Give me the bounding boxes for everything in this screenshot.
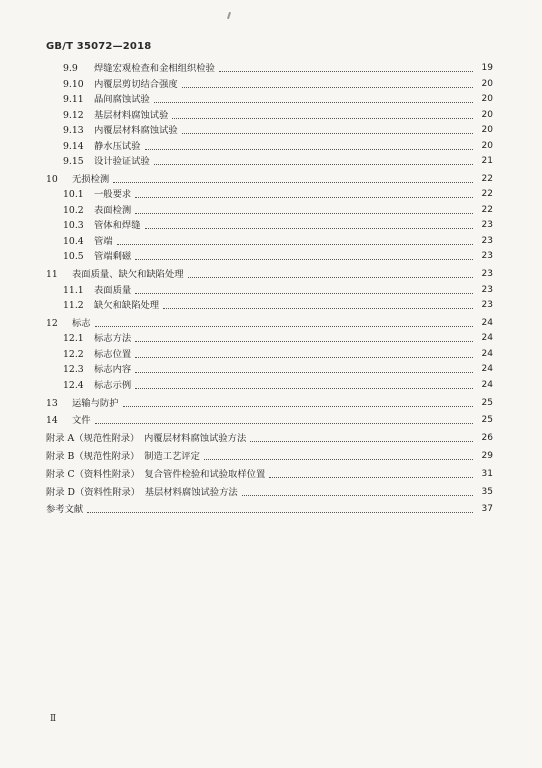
dot-leader bbox=[135, 331, 473, 342]
toc-entry-number: 9.13 bbox=[63, 125, 84, 136]
toc-entry[interactable] bbox=[46, 218, 493, 234]
toc-entry-page: 21 bbox=[481, 156, 493, 166]
toc-entry-page: 24 bbox=[481, 348, 493, 359]
toc-entry-page: 26 bbox=[481, 433, 493, 444]
dot-leader bbox=[135, 378, 473, 389]
toc-entry-page: 22 bbox=[481, 204, 493, 215]
dot-leader bbox=[163, 298, 473, 309]
dot-leader bbox=[182, 123, 473, 134]
toc-entry[interactable] bbox=[46, 234, 493, 250]
toc-entry[interactable] bbox=[46, 298, 493, 314]
toc-entry[interactable] bbox=[46, 92, 493, 108]
toc-entry-title: 标志 bbox=[72, 317, 91, 329]
dot-leader bbox=[188, 267, 473, 278]
dot-leader bbox=[95, 413, 473, 424]
scan-speck bbox=[227, 12, 231, 19]
toc-entry-number: 12.4 bbox=[63, 379, 84, 391]
toc-entry-page: 23 bbox=[481, 220, 493, 231]
dot-leader bbox=[113, 172, 473, 183]
toc-entry-title: 一般要求 bbox=[94, 189, 132, 201]
page-number: Ⅱ bbox=[50, 714, 57, 724]
toc-entry-number: 10.4 bbox=[63, 235, 84, 247]
dot-leader bbox=[145, 139, 473, 150]
toc-entry-title: 表面质量 bbox=[94, 284, 132, 296]
toc-entry-title: 晶间腐蚀试验 bbox=[94, 94, 150, 105]
toc-entry-title: 附录 A（规范性附录） 内覆层材料腐蚀试验方法 bbox=[46, 433, 247, 445]
toc-entry[interactable] bbox=[46, 187, 493, 203]
toc-entry-page: 23 bbox=[481, 269, 493, 280]
toc-entry-number: 10.1 bbox=[63, 189, 84, 201]
toc-entry[interactable] bbox=[46, 172, 493, 188]
dot-leader bbox=[135, 187, 473, 198]
toc-entry[interactable] bbox=[46, 449, 493, 465]
toc-entry-title: 附录 D（资料性附录） 基层材料腐蚀试验方法 bbox=[46, 486, 238, 498]
toc-entry-title: 标志方法 bbox=[94, 333, 132, 345]
toc-entry[interactable] bbox=[46, 502, 493, 518]
toc-entry-title: 管端剩磁 bbox=[94, 251, 132, 263]
toc-entry-title: 缺欠和缺陷处理 bbox=[94, 300, 160, 312]
table-of-contents bbox=[46, 61, 493, 518]
dot-leader bbox=[204, 449, 473, 460]
dot-leader bbox=[135, 203, 473, 214]
toc-entry-number: 9.15 bbox=[63, 156, 84, 167]
toc-entry-title: 附录 C（资料性附录） 复合管件检验和试验取样位置 bbox=[46, 468, 266, 480]
toc-entry-title: 标志内容 bbox=[94, 364, 132, 376]
toc-entry-page: 24 bbox=[481, 317, 493, 328]
toc-entry[interactable] bbox=[46, 77, 493, 93]
dot-leader bbox=[117, 234, 473, 245]
toc-entry-title: 静水压试验 bbox=[94, 140, 141, 152]
toc-entry-page: 31 bbox=[481, 468, 493, 479]
toc-entry-page: 22 bbox=[481, 173, 493, 184]
toc-entry-title: 运输与防护 bbox=[72, 397, 119, 409]
toc-entry-number: 12.2 bbox=[63, 348, 84, 360]
toc-entry-number: 9.10 bbox=[63, 78, 84, 90]
toc-entry-page: 24 bbox=[481, 364, 493, 375]
toc-entry[interactable] bbox=[46, 413, 493, 429]
standard-number: GB/T 35072—2018 bbox=[46, 41, 152, 52]
dot-leader bbox=[269, 467, 473, 478]
toc-entry-page: 37 bbox=[481, 504, 493, 515]
dot-leader bbox=[250, 431, 473, 442]
toc-entry[interactable] bbox=[46, 108, 493, 124]
toc-entry-title: 标志示例 bbox=[94, 379, 132, 391]
toc-entry-title: 文件 bbox=[72, 415, 91, 427]
dot-leader bbox=[135, 347, 473, 358]
toc-entry-page: 23 bbox=[481, 235, 493, 246]
toc-entry[interactable] bbox=[46, 316, 493, 332]
toc-entry-number: 11.2 bbox=[63, 300, 84, 312]
toc-entry-title: 焊缝宏观检查和金相组织检验 bbox=[94, 63, 215, 74]
toc-entry-title: 标志位置 bbox=[94, 348, 132, 360]
toc-entry-page: 23 bbox=[481, 284, 493, 295]
toc-entry-title: 内覆层材料腐蚀试验 bbox=[94, 125, 178, 136]
toc-entry-number: 12.3 bbox=[63, 364, 84, 376]
toc-entry-title: 表面检测 bbox=[94, 204, 132, 216]
toc-entry-page: 23 bbox=[481, 251, 493, 262]
toc-entry-page: 20 bbox=[481, 140, 493, 151]
toc-entry[interactable] bbox=[46, 331, 493, 347]
toc-entry-number: 9.11 bbox=[63, 94, 84, 105]
toc-entry-page: 25 bbox=[481, 397, 493, 408]
toc-entry-number: 10 bbox=[46, 173, 58, 185]
dot-leader bbox=[154, 92, 473, 103]
toc-entry-page: 20 bbox=[481, 78, 493, 89]
toc-entry[interactable] bbox=[46, 123, 493, 139]
dot-leader bbox=[95, 316, 473, 327]
toc-entry-page: 20 bbox=[481, 94, 493, 104]
toc-entry-number: 10.5 bbox=[63, 251, 84, 263]
dot-leader bbox=[87, 502, 473, 513]
dot-leader bbox=[242, 485, 473, 496]
toc-entry-number: 12 bbox=[46, 317, 58, 329]
toc-entry-page: 20 bbox=[481, 109, 493, 120]
toc-entry-page: 19 bbox=[481, 63, 493, 73]
dot-leader bbox=[135, 362, 473, 373]
toc-entry-title: 参考文献 bbox=[46, 504, 84, 516]
toc-entry-page: 29 bbox=[481, 451, 493, 462]
toc-entry[interactable] bbox=[46, 378, 493, 394]
toc-entry[interactable] bbox=[46, 283, 493, 299]
toc-entry-title: 基层材料腐蚀试验 bbox=[94, 109, 169, 121]
toc-entry[interactable] bbox=[46, 362, 493, 378]
toc-entry[interactable] bbox=[46, 485, 493, 501]
toc-entry-number: 14 bbox=[46, 415, 58, 427]
dot-leader bbox=[219, 61, 473, 72]
toc-entry[interactable] bbox=[46, 396, 493, 412]
toc-entry[interactable] bbox=[46, 467, 493, 483]
toc-entry-title: 管端 bbox=[94, 235, 113, 247]
toc-entry[interactable] bbox=[46, 154, 493, 170]
toc-entry-title: 附录 B（规范性附录） 制造工艺评定 bbox=[46, 451, 200, 463]
toc-entry-title: 内覆层剪切结合强度 bbox=[94, 78, 178, 90]
toc-entry[interactable] bbox=[46, 249, 493, 265]
toc-entry-page: 22 bbox=[481, 189, 493, 200]
toc-entry-number: 13 bbox=[46, 397, 58, 409]
dot-leader bbox=[123, 396, 473, 407]
dot-leader bbox=[172, 108, 473, 119]
toc-entry-page: 24 bbox=[481, 333, 493, 344]
toc-entry-number: 12.1 bbox=[63, 333, 84, 345]
toc-entry-number: 10.3 bbox=[63, 220, 84, 232]
toc-entry[interactable] bbox=[46, 347, 493, 363]
toc-entry-title: 设计验证试验 bbox=[94, 156, 150, 167]
toc-entry[interactable] bbox=[46, 61, 493, 77]
dot-leader bbox=[135, 283, 473, 294]
dot-leader bbox=[154, 154, 473, 165]
toc-entry-title: 管体和焊缝 bbox=[94, 220, 141, 232]
dot-leader bbox=[135, 249, 473, 260]
dot-leader bbox=[182, 77, 473, 88]
toc-entry-number: 9.14 bbox=[63, 140, 84, 152]
toc-entry-number: 9.9 bbox=[63, 63, 78, 74]
toc-entry-number: 11 bbox=[46, 269, 58, 281]
toc-entry[interactable] bbox=[46, 203, 493, 219]
toc-entry-number: 9.12 bbox=[63, 109, 84, 121]
toc-entry-page: 24 bbox=[481, 379, 493, 390]
toc-entry[interactable] bbox=[46, 139, 493, 155]
toc-entry-page: 23 bbox=[481, 300, 493, 311]
toc-entry-page: 20 bbox=[481, 125, 493, 135]
toc-entry-page: 25 bbox=[481, 415, 493, 426]
toc-entry[interactable] bbox=[46, 267, 493, 283]
toc-entry[interactable] bbox=[46, 431, 493, 447]
dot-leader bbox=[145, 218, 473, 229]
toc-entry-title: 无损检测 bbox=[72, 173, 110, 185]
toc-entry-number: 11.1 bbox=[63, 284, 84, 296]
toc-entry-number: 10.2 bbox=[63, 204, 84, 216]
toc-entry-title: 表面质量、缺欠和缺陷处理 bbox=[72, 269, 184, 281]
toc-entry-page: 35 bbox=[481, 486, 493, 497]
